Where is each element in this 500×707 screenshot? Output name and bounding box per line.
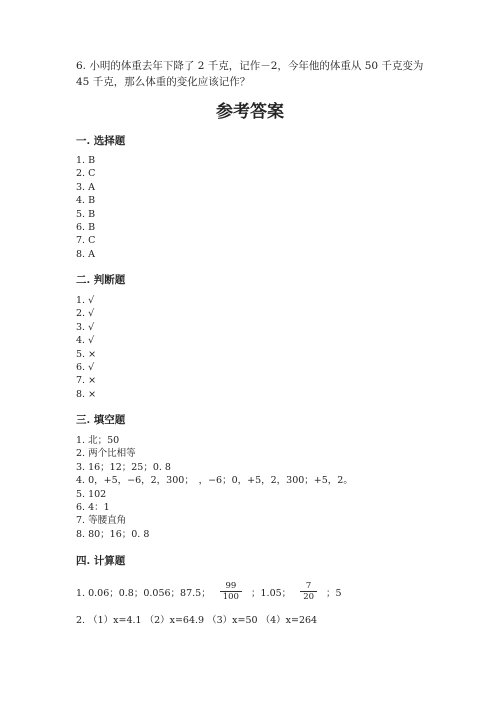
list-item: 2. C	[76, 168, 96, 180]
calc-answer-2: 2. （1）x=4.1 （2）x=64.9 （3）x=50 （4）x=264	[76, 615, 318, 626]
fraction-99-100	[220, 581, 242, 602]
list-item: 4. B	[76, 195, 96, 207]
calc-line1-suffix: ；5	[326, 587, 342, 599]
list-item: 7. C	[76, 235, 96, 247]
list-item: 5. B	[76, 208, 96, 220]
list-item: 1. B	[76, 155, 96, 166]
section-heading-calc: 四. 计算题	[76, 555, 126, 567]
list-item: 4. 0，+5，−6，2，300； ，−6；0，+5，2，300；+5，2。	[76, 475, 353, 487]
fraction-denominator: 100	[222, 592, 239, 602]
choice-answers	[76, 154, 95, 261]
list-item: 6. √	[76, 362, 95, 374]
list-item: 6. 4：1	[76, 502, 110, 514]
list-item: 5. ×	[76, 348, 97, 360]
section-heading-fill: 三. 填空题	[76, 414, 126, 426]
answer-title: 参考答案	[216, 102, 284, 122]
question-6: 6. 小明的体重去年下降了 2 千克，记作－2，今年他的体重从 50 千克变为 45 千克，那么体重的变化应该记作？	[76, 60, 424, 88]
fraction-7-20	[300, 581, 317, 602]
fill-answers	[76, 434, 353, 541]
list-item: 3. A	[76, 181, 95, 193]
list-item: 6. B	[76, 222, 96, 234]
list-item: 8. A	[76, 248, 95, 260]
judge-answers	[76, 294, 96, 401]
fraction-numerator: 7	[300, 581, 317, 592]
list-item: 7. ×	[76, 375, 97, 387]
list-item: 5. 102	[76, 488, 107, 500]
fraction-numerator: 99	[220, 581, 242, 592]
list-item: 7. 等腰直角	[76, 515, 127, 527]
fraction-denominator: 20	[303, 592, 315, 602]
list-item: 4. √	[76, 335, 95, 347]
section-heading-choice: 一. 选择题	[76, 135, 126, 147]
list-item: 3. 16；12；25；0. 8	[76, 461, 171, 473]
list-item: 2. 两个比相等	[76, 448, 136, 460]
list-item: 1. √	[76, 295, 95, 306]
calc-line1-prefix: 1. 0.06；0.8；0.056；87.5；	[76, 587, 211, 599]
list-item: 1. 北；50	[76, 435, 120, 446]
section-heading-judge: 二. 判断题	[76, 274, 126, 286]
list-item: 3. √	[76, 321, 95, 333]
list-item: 8. 80；16；0. 8	[76, 528, 150, 540]
list-item: 8. ×	[76, 388, 97, 400]
list-item: 2. √	[76, 308, 95, 320]
calc-answer-1	[76, 581, 342, 607]
calc-line1-mid: ；1.05；	[251, 587, 292, 599]
